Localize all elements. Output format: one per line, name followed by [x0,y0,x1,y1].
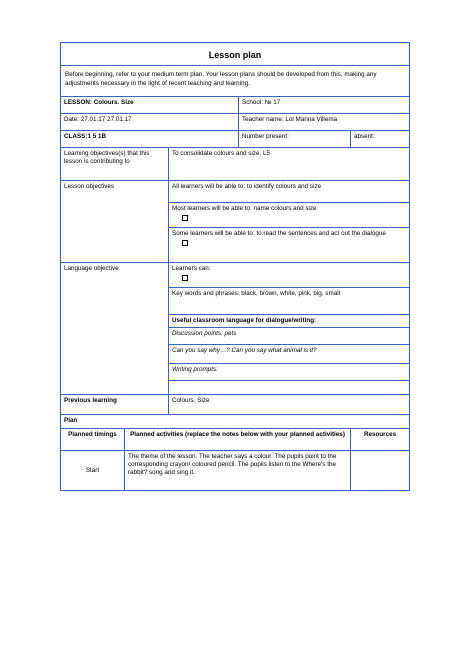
previous-learning-label: Previous learning [61,395,169,415]
planned-timings-header: Planned timings [61,429,125,451]
start-timing: Start [61,451,125,491]
learners-can-cell [169,263,410,288]
start-activity: The theme of the lesson. The teacher says a colour. The pupils point to the corresponding crayon/ coloured pencil. The pupils listen to the Where's the rabbit? song and sing it. [125,451,351,491]
writing-prompts-text: Writing prompts: [169,364,410,381]
some-learners-cell [169,228,410,263]
key-words-text: Key words and phrases: black, brown, white, pink, big, small [169,288,410,315]
most-learners-cell [169,203,410,228]
checkbox-icon [182,275,188,281]
language-objective-empty [169,381,410,395]
resources-header: Resources [351,429,410,451]
intro-text: Before beginning, refer to your medium term plan. Your lesson plans should be developed from this, making any adjustments necessary in the light of recent teaching and learning. [61,66,410,97]
date-field: Date: 27.01.17 27.01.17 [61,114,239,131]
checkbox-icon [182,240,188,246]
all-learners-text: All learners will be able to: to identify colours and size [169,181,410,203]
plan-header: Plan [61,415,410,429]
school-field: School: № 17 [239,97,410,114]
teacher-field: Teacher name: Lol Marina Villema [239,114,410,131]
class-field: CLASS:1 5 1B [61,131,239,148]
previous-learning-value: Colours. Size [169,395,410,415]
lesson-plan-table [60,42,410,491]
start-resources [351,451,410,491]
can-you-say-text: Can you say why…? Can you say what animal is it? [169,345,410,364]
some-learners-text: Some learners will be able to: to read the sentences and act out the dialogue [172,230,386,237]
most-learners-text: Most learners will be able to: name colours and size [172,205,317,212]
absent-field: absent: [351,131,410,148]
learners-can-text: Learners can: [172,265,211,272]
number-present-field: Number present: [239,131,351,148]
lesson-field: LESSON: Colours. Size [61,97,239,114]
checkbox-icon [182,215,188,221]
learning-objectives-value: To consolidate colours and size. L5 [169,148,410,181]
lesson-plan-page [60,42,409,491]
planned-activities-header: Planned activities (replace the notes below with your planned activities) [125,429,351,451]
page-title: Lesson plan [61,43,410,66]
lesson-objectives-label: Lesson objectives [61,181,169,263]
useful-language-text: Useful classroom language for dialogue/writing: [169,315,410,328]
discussion-points-text: Discussion points: pets [169,328,410,345]
learning-objectives-label: Learning objectives(s) that this lesson is contributing to [61,148,169,181]
language-objective-label: Language objective [61,263,169,395]
